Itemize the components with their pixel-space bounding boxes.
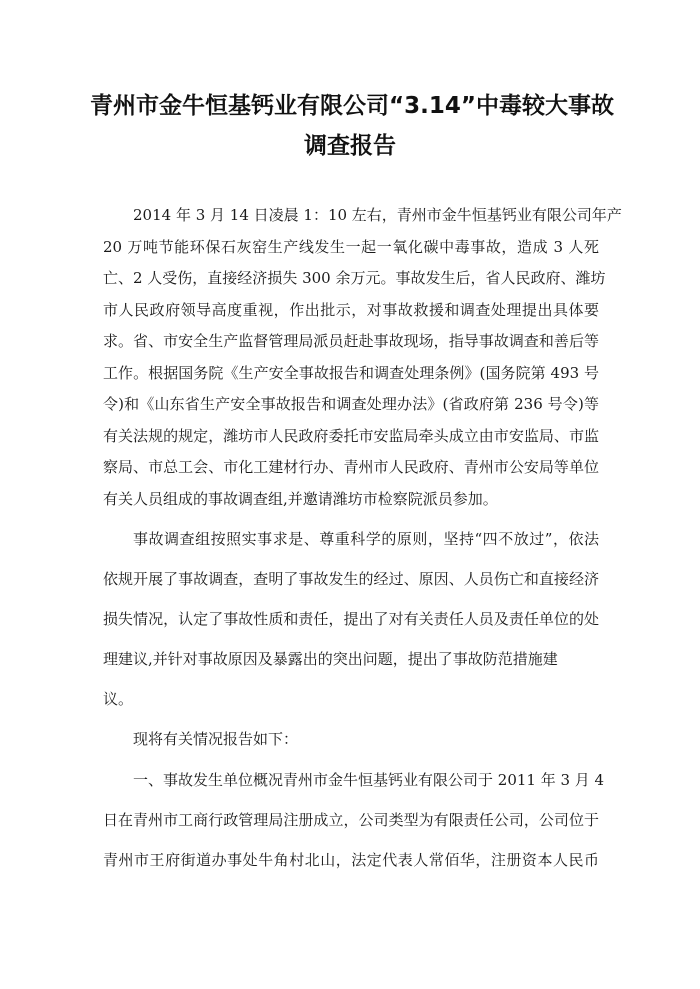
- text-line: 2014 年 3 月 14 日凌晨 1：10 左右，青州市金牛恒基钙业有限公司年产: [133, 206, 622, 224]
- text-line: 依规开展了事故调查，查明了事故发生的经过、原因、人员伤亡和直接经济: [103, 570, 599, 588]
- text-line: 有关法规的规定，潍坊市人民政府委托市安监局牵头成立由市安监局、市监: [103, 427, 599, 445]
- text-line: 损失情况，认定了事故性质和责任，提出了对有关责任人员及责任单位的处: [103, 610, 599, 628]
- text-line: 市人民政府领导高度重视，作出批示，对事故救援和调查处理提出具体要: [103, 301, 599, 319]
- text-line: 令)和《山东省生产安全事故报告和调查处理办法》(省政府第 236 号令)等: [103, 395, 599, 413]
- document-title-line-1: 青州市金牛恒基钙业有限公司“3.14”中毒较大事故: [90, 93, 614, 119]
- text-line: 求。省、市安全生产监督管理局派员赶赴事故现场，指导事故调查和善后等: [103, 332, 599, 350]
- text-line: 事故调查组按照实事求是、尊重科学的原则，坚持“四不放过”，依法: [133, 530, 599, 548]
- text-line: 20 万吨节能环保石灰窑生产线发生一起一氧化碳中毒事故，造成 3 人死: [103, 238, 599, 256]
- text-line: 有关人员组成的事故调查组,并邀请潍坊市检察院派员参加。: [103, 490, 498, 508]
- text-line: 青州市王府街道办事处牛角村北山，法定代表人常佰华，注册资本人民币: [103, 851, 599, 869]
- document-title-line-2: 调查报告: [304, 133, 396, 159]
- text-line: 察局、市总工会、市化工建材行办、青州市人民政府、青州市公安局等单位: [103, 458, 599, 476]
- text-line: 日在青州市工商行政管理局注册成立，公司类型为有限责任公司，公司位于: [103, 811, 599, 829]
- text-line: 一、事故发生单位概况青州市金牛恒基钙业有限公司于 2011 年 3 月 4: [133, 771, 605, 789]
- text-line: 工作。根据国务院《生产安全事故报告和调查处理条例》(国务院第 493 号: [103, 364, 599, 382]
- text-line: 议。: [103, 690, 134, 708]
- text-line: 亡、2 人受伤，直接经济损失 300 余万元。事故发生后，省人民政府、潍坊: [103, 269, 606, 287]
- text-line: 现将有关情况报告如下：: [133, 730, 299, 748]
- text-line: 理建议,并针对事故原因及暴露出的突出问题，提出了事故防范措施建: [103, 650, 558, 668]
